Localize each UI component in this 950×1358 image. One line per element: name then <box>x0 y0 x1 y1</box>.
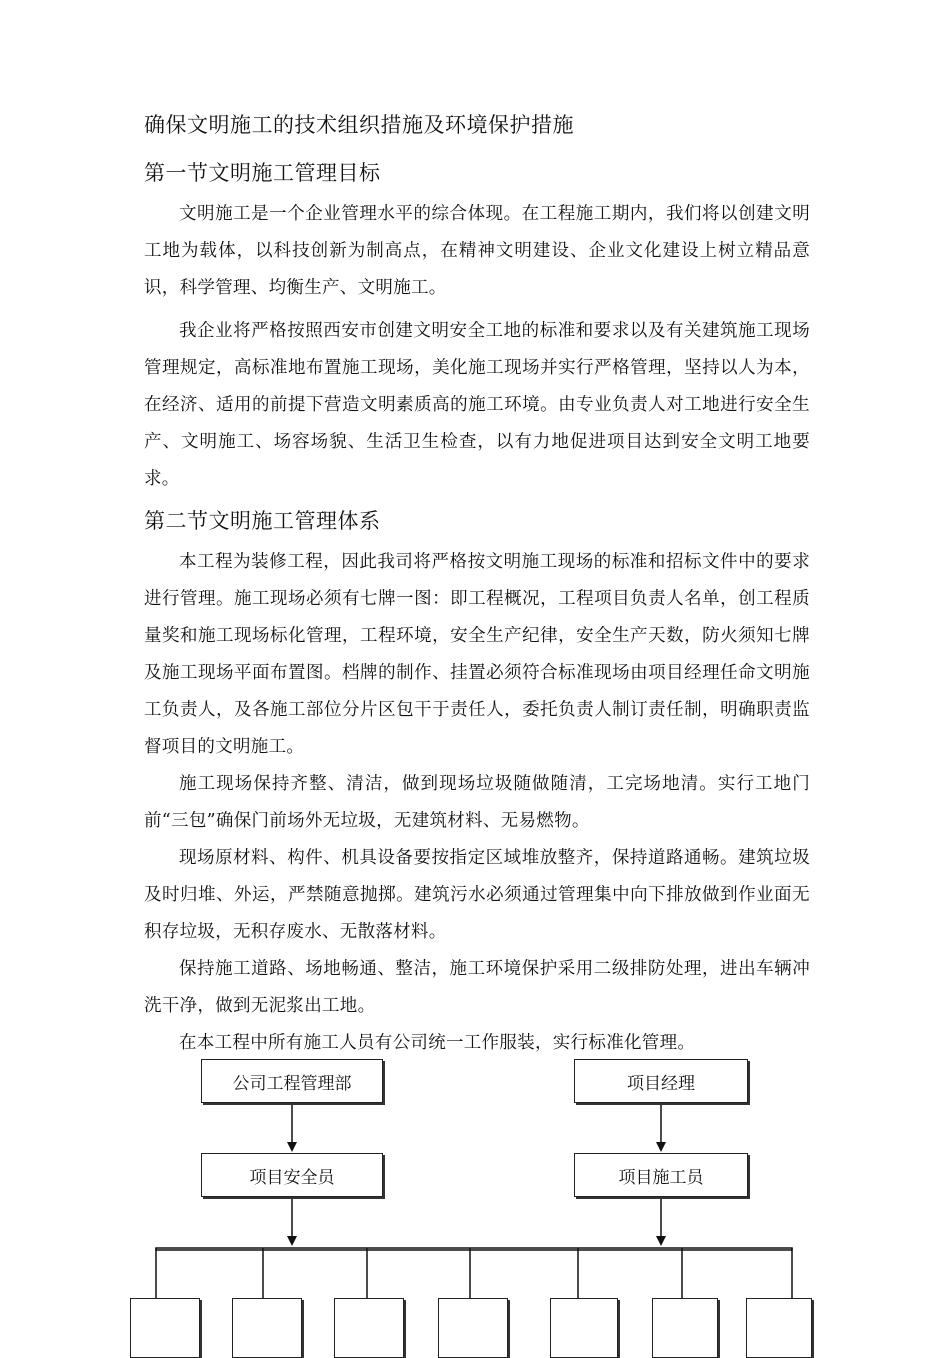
org-node-project-manager: 项目经理 <box>574 1059 748 1103</box>
org-leaf-box <box>746 1298 812 1358</box>
paragraph: 文明施工是一个企业管理水平的综合体现。在工程施工期内，我们将以创建文明工地为载体，以科技创新为制高点，在精神文明建设、企业文化建设上树立精品意识，科学管理、均衡生产、文明施工。 <box>144 204 810 298</box>
paragraph: 施工现场保持齐整、清洁，做到现场垃圾随做随清，工完场地清。实行工地门前“三包”确保门前场外无垃圾，无建筑材料、无易燃物。 <box>144 774 810 831</box>
section-heading-2: 第二节文明施工管理体系 <box>144 509 381 533</box>
document-title: 确保文明施工的技术组织措施及环境保护措施 <box>144 113 574 137</box>
arrow-icon <box>656 1142 666 1152</box>
paragraph: 现场原材料、构件、机具设备要按指定区域堆放整齐，保持道路通畅。建筑垃圾及时归堆、外运，严禁随意抛掷。建筑污水必须通过管理集中向下排放做到作业面无积存垃圾，无积存废水、无散落材料。 <box>144 848 810 942</box>
org-leaf-box <box>334 1298 404 1358</box>
org-leaf-box <box>438 1298 508 1358</box>
org-leaf-box <box>550 1298 618 1358</box>
paragraph: 在本工程中所有施工人员有公司统一工作服装，实行标准化管理。 <box>179 1033 696 1053</box>
org-leaf-box <box>232 1298 302 1358</box>
arrow-icon <box>287 1142 297 1152</box>
org-node-company-dept: 公司工程管理部 <box>201 1059 383 1103</box>
document-body <box>144 108 810 1062</box>
org-bracket <box>156 1248 792 1250</box>
paragraph: 保持施工道路、场地畅通、整洁，施工环境保护采用二级排防处理，进出车辆冲洗干净，做到无泥浆出工地。 <box>144 959 810 1016</box>
section-heading-1: 第一节文明施工管理目标 <box>144 161 381 185</box>
org-node-safety-officer: 项目安全员 <box>201 1153 383 1197</box>
paragraph: 我企业将严格按照西安市创建文明安全工地的标准和要求以及有关建筑施工现场管理规定，高标准地布置施工现场，美化施工现场并实行严格管理，坚持以人为本，在经济、适用的前提下营造文明素质高的施工环境。由专业负责人对工地进行安全生产、文明施工、场容场貌、生活卫生检查，以有力地促进项目达到安全文明工地要求。 <box>144 321 810 489</box>
arrow-icon <box>287 1236 297 1246</box>
org-node-construction-officer: 项目施工员 <box>574 1153 748 1197</box>
arrow-icon <box>656 1236 666 1246</box>
paragraph: 本工程为装修工程，因此我司将严格按文明施工现场的标准和招标文件中的要求进行管理。施工现场必须有七牌一图：即工程概况，工程项目负责人名单，创工程质量奖和施工现场标化管理，工程环境，安全生产纪律，安全生产天数，防火须知七牌及施工现场平面布置图。档牌的制作、挂置必须符合标准现场由项目经理任命文明施工负责人，及各施工部位分片区包干于责任人，委托负责人制订责任制，明确职责监督项目的文明施工。 <box>144 552 810 757</box>
org-leaf-box <box>130 1298 200 1358</box>
org-leaf-box <box>652 1298 718 1358</box>
